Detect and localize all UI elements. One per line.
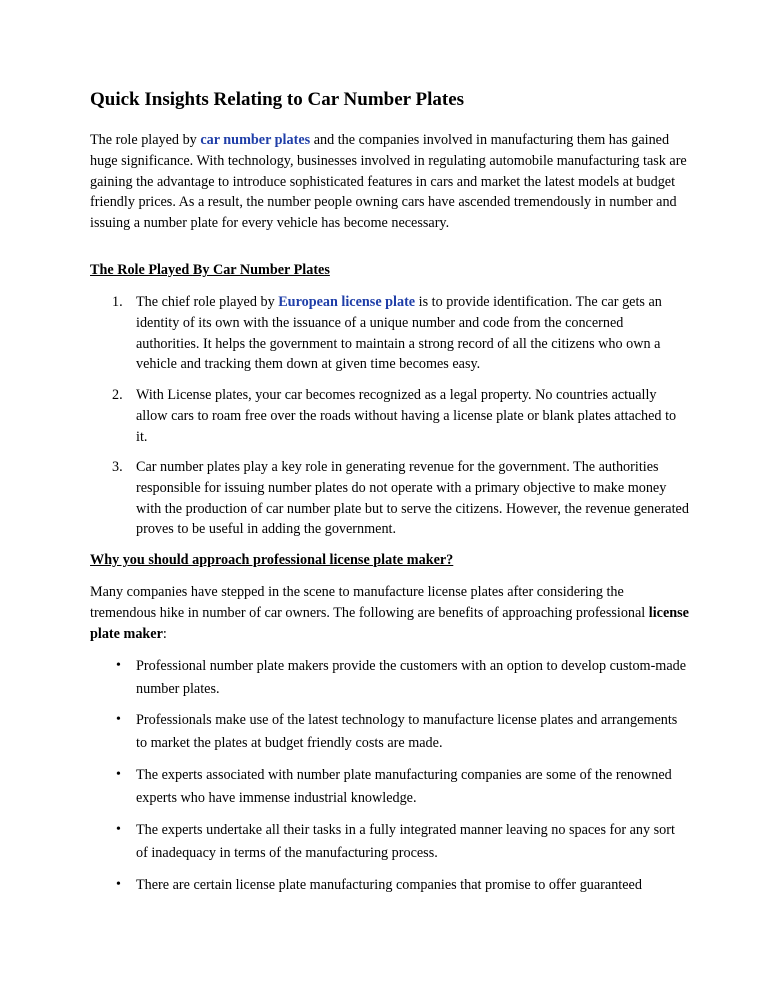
bullet-icon: • — [116, 822, 121, 837]
intro-text-end: and the companies involved in manufacturing them has gained huge significance. With technology, businesses involved in regulating automobile manufacturing task are gaining the advantage to introduce sophisticated features in cars and market the latest models at budget friendly prices. As a result, the number people owning cars have ascended tremendously in number and issuing a number plate for every vehicle has become necessary. — [90, 132, 687, 232]
bullet-item-5 — [90, 874, 690, 897]
item-text — [136, 292, 690, 375]
european-license-plate-link[interactable]: European license plate — [278, 294, 416, 310]
bullet-icon: • — [116, 712, 121, 727]
numbered-item-1 — [90, 292, 690, 375]
car-number-plates-link[interactable]: car number plates — [200, 132, 311, 148]
page-title: Quick Insights Relating to Car Number Plates — [90, 89, 465, 110]
bullet-icon: • — [116, 767, 121, 782]
bullet-text: There are certain license plate manufacturing companies that promise to offer guaranteed — [136, 877, 642, 893]
bullet-text: The experts associated with number plate manufacturing companies are some of the renowned experts who have immense industrial knowledge. — [136, 767, 672, 806]
bullet-item-1 — [90, 655, 690, 700]
bullet-text: Professional number plate makers provide the customers with an option to develop custom-made number plates. — [136, 658, 687, 697]
bullet-icon: • — [116, 877, 121, 892]
item-number: 3. — [112, 459, 123, 475]
bullet-item-2 — [90, 709, 690, 754]
section-heading-role: The Role Played By Car Number Plates — [90, 262, 330, 278]
intro-paragraph — [90, 130, 690, 234]
bullet-text: The experts undertake all their tasks in a fully integrated manner leaving no spaces for any sort of inadequacy in terms of the manufacturing process. — [136, 822, 675, 861]
item-text-end: is to provide identification. The car gets an identity of its own with the issuance of a unique number and code from the concerned authorities. It helps the government to maintain a strong record of all the citizens who own a vehicle and tracking them down at given time becomes easy. — [136, 294, 662, 373]
numbered-item-2 — [90, 385, 690, 447]
item-text: With License plates, your car becomes recognized as a legal property. No countries actually allow cars to roam free over the roads without having a license plate or blank plates attached to it. — [136, 387, 677, 445]
bullet-item-4 — [90, 819, 690, 864]
section2-intro — [90, 582, 690, 644]
license-plate-maker-text: license plate maker — [90, 604, 689, 642]
section2-intro-start: Many companies have stepped in the scene to manufacture license plates after considering the tremendous hike in number of car owners. The following are benefits of approaching professional — [90, 584, 649, 621]
bullet-text: Professionals make use of the latest technology to manufacture license plates and arrangements to market the plates at budget friendly costs are made. — [136, 712, 678, 751]
item-number: 1. — [112, 294, 123, 310]
section-heading-why: Why you should approach professional license plate maker? — [90, 552, 454, 568]
item-number: 2. — [112, 387, 123, 403]
bullet-icon: • — [116, 658, 121, 673]
item-text-start: The chief role played by — [136, 294, 279, 310]
section2-intro-end: : — [162, 625, 167, 642]
intro-text-start: The role played by — [90, 132, 201, 148]
bullet-item-3 — [90, 764, 690, 809]
numbered-item-3 — [90, 457, 690, 540]
item-text: Car number plates play a key role in generating revenue for the government. The authorities responsible for issuing number plates do not operate with a primary objective to make money with the production of car number plate but to serve the citizens. However, the revenue generated proves to be useful in adding the government. — [136, 459, 689, 538]
